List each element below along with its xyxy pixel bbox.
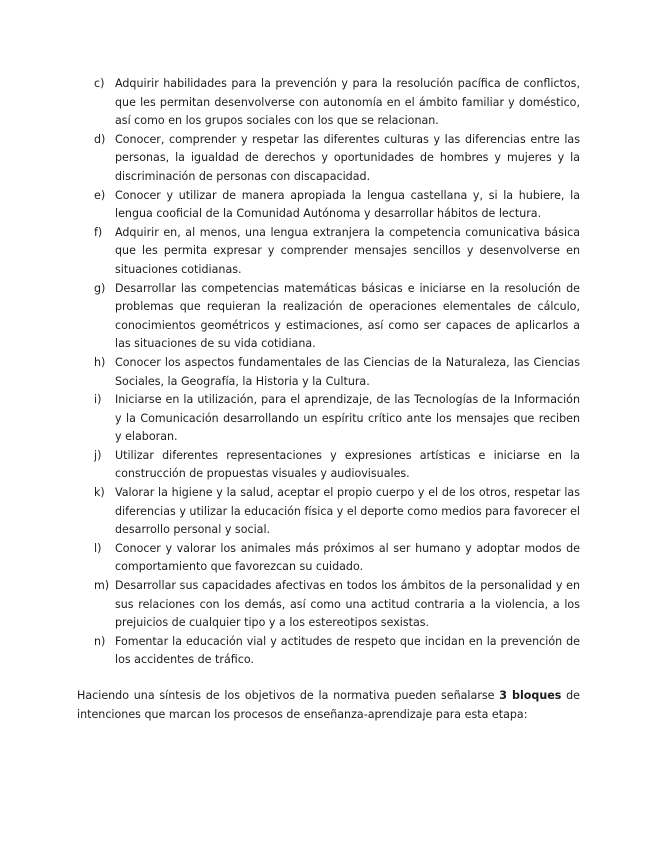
objective-text: Iniciarse en la utilización, para el aprendizaje, de las Tecnologías de la Información y la Comunicación desarrollando un espíritu crítico ante los mensajes que reciben y elaboran. — [115, 393, 580, 444]
objective-item-g — [94, 280, 580, 354]
objective-marker: l) — [94, 541, 102, 555]
objective-item-n — [94, 633, 580, 670]
objective-item-l — [94, 540, 580, 577]
synthesis-paragraph — [77, 687, 580, 724]
objective-text: Desarrollar sus capacidades afectivas en todos los ámbitos de la personalidad y en sus relaciones con los demás, así como una actitud contraria a la violencia, a los prejuicios de cualquier tipo y a los estereotipos sexistas. — [115, 579, 580, 630]
objective-marker: e) — [94, 188, 106, 202]
objective-item-h — [94, 354, 580, 391]
objective-text: Conocer, comprender y respetar las diferentes culturas y las diferencias entre las personas, la igualdad de derechos y oportunidades de hombres y mujeres y la discriminación de personas con discapacidad. — [115, 132, 580, 183]
objectives-list — [94, 75, 580, 670]
objective-marker: h) — [94, 355, 106, 369]
objective-item-c — [94, 75, 580, 131]
objective-marker: n) — [94, 634, 106, 648]
objective-text: Adquirir en, al menos, una lengua extranjera la competencia comunicativa básica que les permita expresar y comprender mensajes sencillos y desenvolverse en situaciones cotidianas. — [115, 225, 580, 276]
synthesis-text-start: Haciendo una síntesis de los objetivos de la normativa pueden señalarse — [77, 689, 500, 702]
synthesis-text-end: de intenciones que marcan los procesos de enseñanza-aprendizaje para esta etapa: — [77, 689, 580, 721]
objective-item-f — [94, 224, 580, 280]
objective-marker: f) — [94, 225, 103, 239]
objective-text: Fomentar la educación vial y actitudes de respeto que incidan en la prevención de los accidentes de tráfico. — [115, 634, 580, 667]
objective-text: Conocer y utilizar de manera apropiada la lengua castellana y, si la hubiere, la lengua cooficial de la Comunidad Autónoma y desarrollar hábitos de lectura. — [115, 188, 580, 221]
objective-item-k — [94, 484, 580, 540]
objective-marker: k) — [94, 486, 105, 500]
objective-item-i — [94, 391, 580, 447]
objective-text: Desarrollar las competencias matemáticas básicas e iniciarse en la resolución de problemas que requieran la realización de operaciones elementales de cálculo, conocimientos geométricos y estimaciones, así como ser capaces de aplicarlos a las situaciones de su vida cotidiana. — [115, 281, 580, 351]
objective-item-j — [94, 447, 580, 484]
objective-marker: c) — [94, 77, 105, 90]
objective-marker: j) — [94, 448, 102, 462]
objective-marker: d) — [94, 132, 106, 146]
objective-text: Conocer y valorar los animales más próximos al ser humano y adoptar modos de comportamiento que favorezcan su cuidado. — [115, 541, 580, 574]
objective-marker: m) — [94, 579, 110, 593]
synthesis-emphasis: 3 bloques — [499, 689, 562, 702]
objective-text: Utilizar diferentes representaciones y expresiones artísticas e iniciarse en la construcción de propuestas visuales y audiovisuales. — [115, 448, 580, 481]
objective-item-e — [94, 187, 580, 224]
objective-item-d — [94, 131, 580, 187]
objective-text: Conocer los aspectos fundamentales de las Ciencias de la Naturaleza, las Ciencias Sociales, la Geografía, la Historia y la Cultura. — [115, 355, 580, 388]
objective-marker: i) — [94, 393, 102, 407]
objective-marker: g) — [94, 281, 106, 295]
objective-item-m — [94, 577, 580, 633]
objective-text: Adquirir habilidades para la prevención y para la resolución pacífica de conflictos, que les permitan desenvolverse con autonomía en el ámbito familiar y doméstico, así como en los grupos sociales con los que se relacionan. — [115, 77, 580, 128]
objective-text: Valorar la higiene y la salud, aceptar el propio cuerpo y el de los otros, respetar las diferencias y utilizar la educación física y el deporte como medios para favorecer el desarrollo personal y social. — [115, 486, 580, 537]
